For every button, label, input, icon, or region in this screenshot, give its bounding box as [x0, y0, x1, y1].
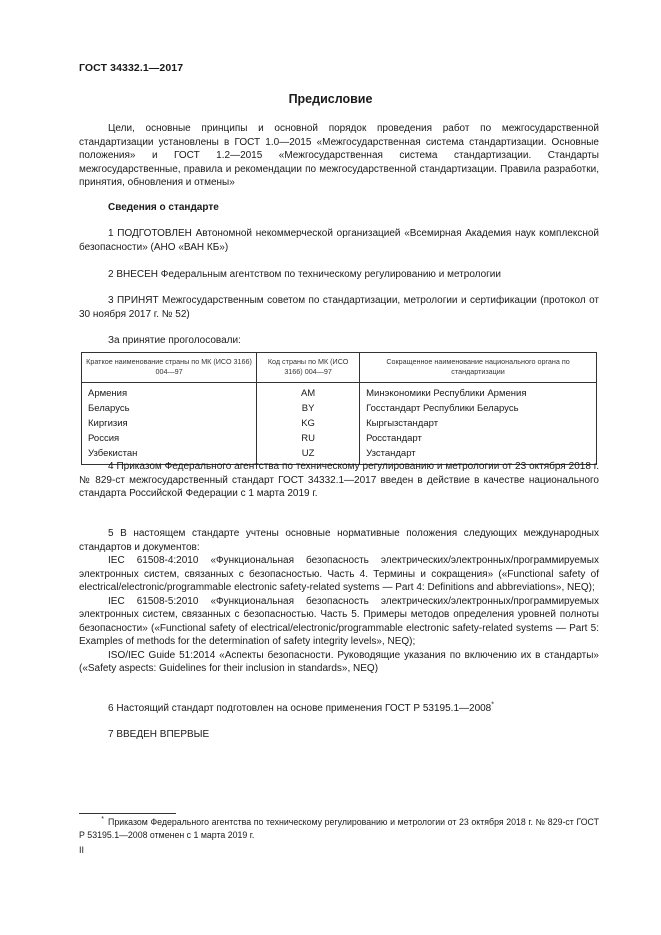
page-number: II [79, 845, 85, 855]
country-code: BY [257, 401, 360, 416]
country-name: Армения [82, 383, 257, 402]
footnote-text: Приказом Федерального агентства по техническому регулированию и метрологии от 23 октября 2018 г. № 829-ст ГОСТ Р 53195.1—2008 отменен с 1 марта 2019 г. [79, 817, 599, 840]
item-introduced: 7 ВВЕДЕН ВПЕРВЫЕ [108, 729, 210, 740]
table-row [82, 431, 597, 446]
table-row [82, 416, 597, 431]
table-row [82, 383, 597, 402]
footnote [79, 816, 599, 841]
country-code: RU [257, 431, 360, 446]
standards-body: Кыргызстандарт [360, 416, 597, 431]
footnote-mark: * [101, 816, 104, 824]
country-name: Россия [82, 431, 257, 446]
item-order: 4 Приказом Федерального агентства по техническому регулированию и метрологии от 23 октября 2018 г. № 829-ст межгосударственный стандарт ГОСТ 34332.1—2017 введен в действие в качестве национального стандарта Российской Федерации с 1 марта 2019 г. [79, 461, 599, 499]
footnote-ref-mark: * [491, 701, 494, 709]
country-name: Беларусь [82, 401, 257, 416]
item-submitted: 2 ВНЕСЕН Федеральным агентством по техническому регулированию и метрологии [108, 269, 501, 280]
country-code: UZ [257, 446, 360, 465]
refs-intro: 5 В настоящем стандарте учтены основные нормативные положения следующих международных стандартов и документов: [79, 528, 599, 553]
standards-body: Узстандарт [360, 446, 597, 465]
item-prepared: 1 ПОДГОТОВЛЕН Автономной некоммерческой организацией «Всемирная Академия наук комплексной безопасности» (АНО «ВАН КБ») [79, 228, 599, 253]
table-header-code: Код страны по МК (ИСО 3166) 004—97 [257, 353, 360, 383]
voted-label: За принятие проголосовали: [108, 335, 241, 346]
ref-iso-guide-51: ISO/IEC Guide 51:2014 «Аспекты безопасности. Руководящие указания по включению их в стандарты» («Safety aspects: Guidelines for their inclusion in standards», NEQ) [79, 649, 599, 674]
table-row [82, 401, 597, 416]
item-international-refs [79, 527, 599, 676]
based-on-text: 6 Настоящий стандарт подготовлен на основе применения ГОСТ Р 53195.1—2008 [108, 703, 492, 714]
country-name: Киргизия [82, 416, 257, 431]
country-name: Узбекистан [82, 446, 257, 465]
section-title: Предисловие [288, 92, 373, 106]
country-code: KG [257, 416, 360, 431]
standards-body: Госстандарт Республики Беларусь [360, 401, 597, 416]
table-header-row [82, 353, 597, 383]
standards-body: Росстандарт [360, 431, 597, 446]
ref-iec-61508-5: IEC 61508-5:2010 «Функциональная безопасность электрических/электронных/программируемых электронных систем, связанных с безопасностью. Часть 5. Примеры методов определения уровней полноты безопасности» («Functional safety of electrical/electronic/programmable electronic safety-related systems — Part 5: Examples of methods for the determination of safety integrity levels», NEQ); [79, 595, 599, 647]
item-adopted: 3 ПРИНЯТ Межгосударственным советом по стандартизации, метрологии и сертификации (протокол от 30 ноября 2017 г. № 52) [79, 295, 599, 320]
standard-header: ГОСТ 34332.1—2017 [79, 62, 184, 74]
table-header-body: Сокращенное наименование национального органа по стандартизации [360, 353, 597, 383]
item-based-on [79, 702, 599, 716]
country-code: AM [257, 383, 360, 402]
standards-body: Минэкономики Республики Армения [360, 383, 597, 402]
voting-table [81, 352, 597, 465]
footnote-separator [79, 813, 176, 814]
table-header-country: Краткое наименование страны по МК (ИСО 3166) 004—97 [82, 353, 257, 383]
intro-paragraph: Цели, основные принципы и основной порядок проведения работ по межгосударственной стандартизации установлены в ГОСТ 1.0—2015 «Межгосударственная система стандартизации. Основные положения» и ГОСТ 1.2—2015 «Межгосударственная система стандартизации. Стандарты межгосударственные, правила и рекомендации по межгосударственной стандартизации. Правила разработки, принятия, обновления и отмены» [79, 123, 599, 188]
info-heading: Сведения о стандарте [108, 202, 219, 213]
ref-iec-61508-4: IEC 61508-4:2010 «Функциональная безопасность электрических/электронных/программируемых электронных систем, связанных с безопасностью. Часть 4. Термины и сокращения» («Functional safety of electrical/electronic/programmable electronic safety-related systems — Part 4: Definitions and abbreviations», NEQ); [79, 555, 599, 593]
